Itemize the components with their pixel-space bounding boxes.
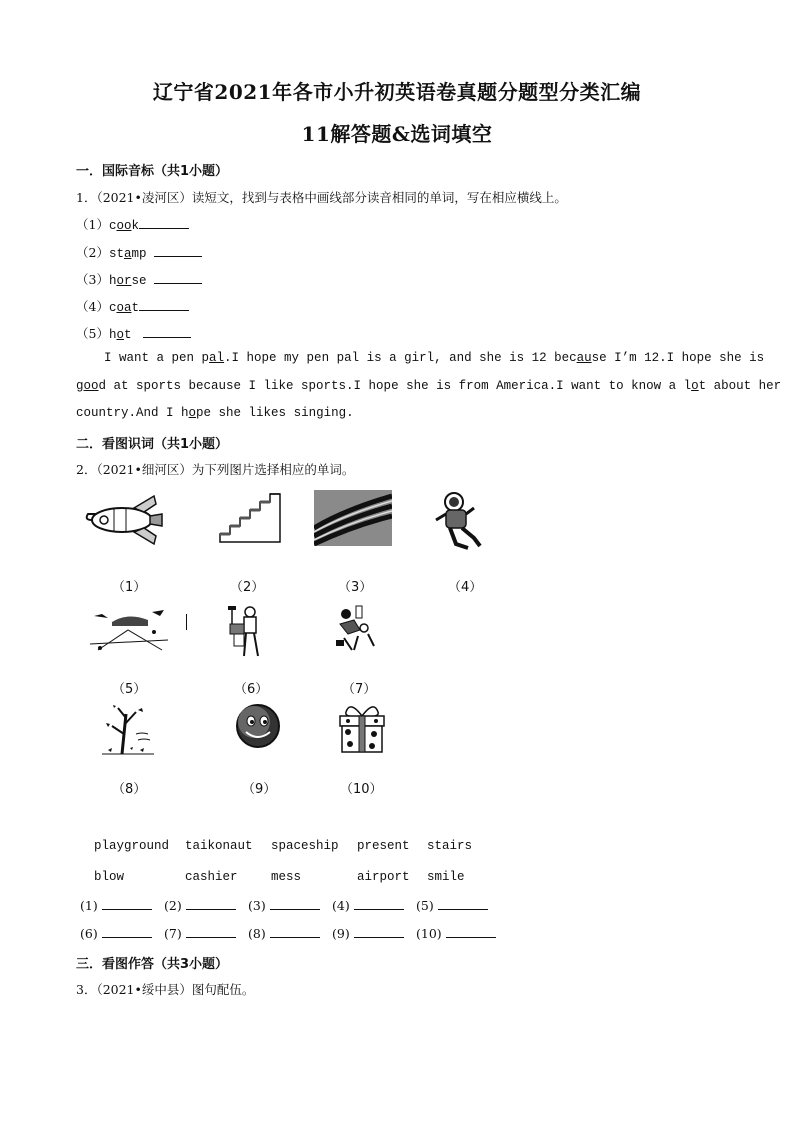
present-gift-picture xyxy=(336,700,388,756)
phonetic-item-1: （1）cook xyxy=(76,215,189,233)
phonetic-item-2: （2）stamp xyxy=(76,243,202,261)
word-bank-item: present xyxy=(357,839,410,853)
passage-line-3: country.And I hope she likes singing. xyxy=(76,406,354,420)
question-2-prompt: 2．（2021•细河区）为下列图片选择相应的单词。 xyxy=(76,462,355,477)
answer-blank-3[interactable]: (3) xyxy=(248,898,320,913)
mess-picture xyxy=(334,604,380,652)
picture-caption-7: （7） xyxy=(342,682,377,697)
spaceship-picture xyxy=(84,490,164,550)
airport-picture xyxy=(88,606,170,654)
playground-track-picture xyxy=(314,490,392,546)
smile-face-picture xyxy=(234,702,282,750)
answer-blank-5[interactable]: (5) xyxy=(416,898,488,913)
document-subtitle: 11解答题&选词填空 xyxy=(301,122,493,146)
passage-line-1: I want a pen pal.I hope my pen pal is a girl, and she is 12 because I’m 12.I hope she is xyxy=(104,351,765,365)
word-bank-item: smile xyxy=(427,870,465,884)
section-heading-picture-words: 二．看图识词（共1小题） xyxy=(76,437,229,452)
word-bank-item: airport xyxy=(357,870,410,884)
answer-blank-10[interactable]: (10) xyxy=(416,926,496,941)
answer-blank-4[interactable]: (4) xyxy=(332,898,404,913)
cashier-picture xyxy=(226,604,266,658)
word-bank-item: spaceship xyxy=(271,839,339,853)
question-1-prompt: 1．（2021•凌河区）读短文，找到与表格中画线部分读音相同的单词，写在相应横线上。 xyxy=(76,190,567,205)
word-bank-item: taikonaut xyxy=(185,839,253,853)
answer-blank-8[interactable]: (8) xyxy=(248,926,320,941)
word-bank-item: mess xyxy=(271,870,302,884)
picture-caption-1: （1） xyxy=(112,580,147,595)
picture-caption-2: （2） xyxy=(230,580,265,595)
picture-caption-9: （9） xyxy=(242,782,277,797)
stairs-picture xyxy=(218,492,282,544)
taikonaut-picture xyxy=(434,490,484,552)
word-bank-item: stairs xyxy=(427,839,473,853)
word-bank-item: cashier xyxy=(185,870,238,884)
picture-divider xyxy=(186,614,187,630)
phonetic-item-3: （3）horse xyxy=(76,270,202,288)
document-title: 辽宁省2021年各市小升初英语卷真题分题型分类汇编 xyxy=(152,80,642,104)
answer-blank-7[interactable]: (7) xyxy=(164,926,236,941)
answer-blank-2[interactable]: (2) xyxy=(164,898,236,913)
picture-caption-3: （3） xyxy=(338,580,373,595)
section-heading-picture-answer: 三．看图作答（共3小题） xyxy=(76,957,229,972)
question-3-prompt: 3．（2021•绥中县）图句配伍。 xyxy=(76,982,255,997)
word-bank-item: playground xyxy=(94,839,170,853)
picture-caption-4: （4） xyxy=(448,580,483,595)
picture-caption-6: （6） xyxy=(234,682,269,697)
answer-blank-1[interactable]: (1) xyxy=(80,898,152,913)
answer-blank-6[interactable]: (6) xyxy=(80,926,152,941)
section-heading-phonetics: 一．国际音标（共1小题） xyxy=(76,164,229,179)
picture-caption-5: （5） xyxy=(112,682,147,697)
picture-caption-10: （10） xyxy=(340,782,383,797)
word-bank-item: blow xyxy=(94,870,125,884)
answer-blank-9[interactable]: (9) xyxy=(332,926,404,941)
blow-wind-tree-picture xyxy=(100,704,156,756)
passage-line-2: good at sports because I like sports.I hope she is from America.I want to know a lot about her xyxy=(76,379,782,393)
phonetic-item-5: （5）hot xyxy=(76,324,191,342)
phonetic-item-4: （4）coat xyxy=(76,297,189,315)
picture-caption-8: （8） xyxy=(112,782,147,797)
